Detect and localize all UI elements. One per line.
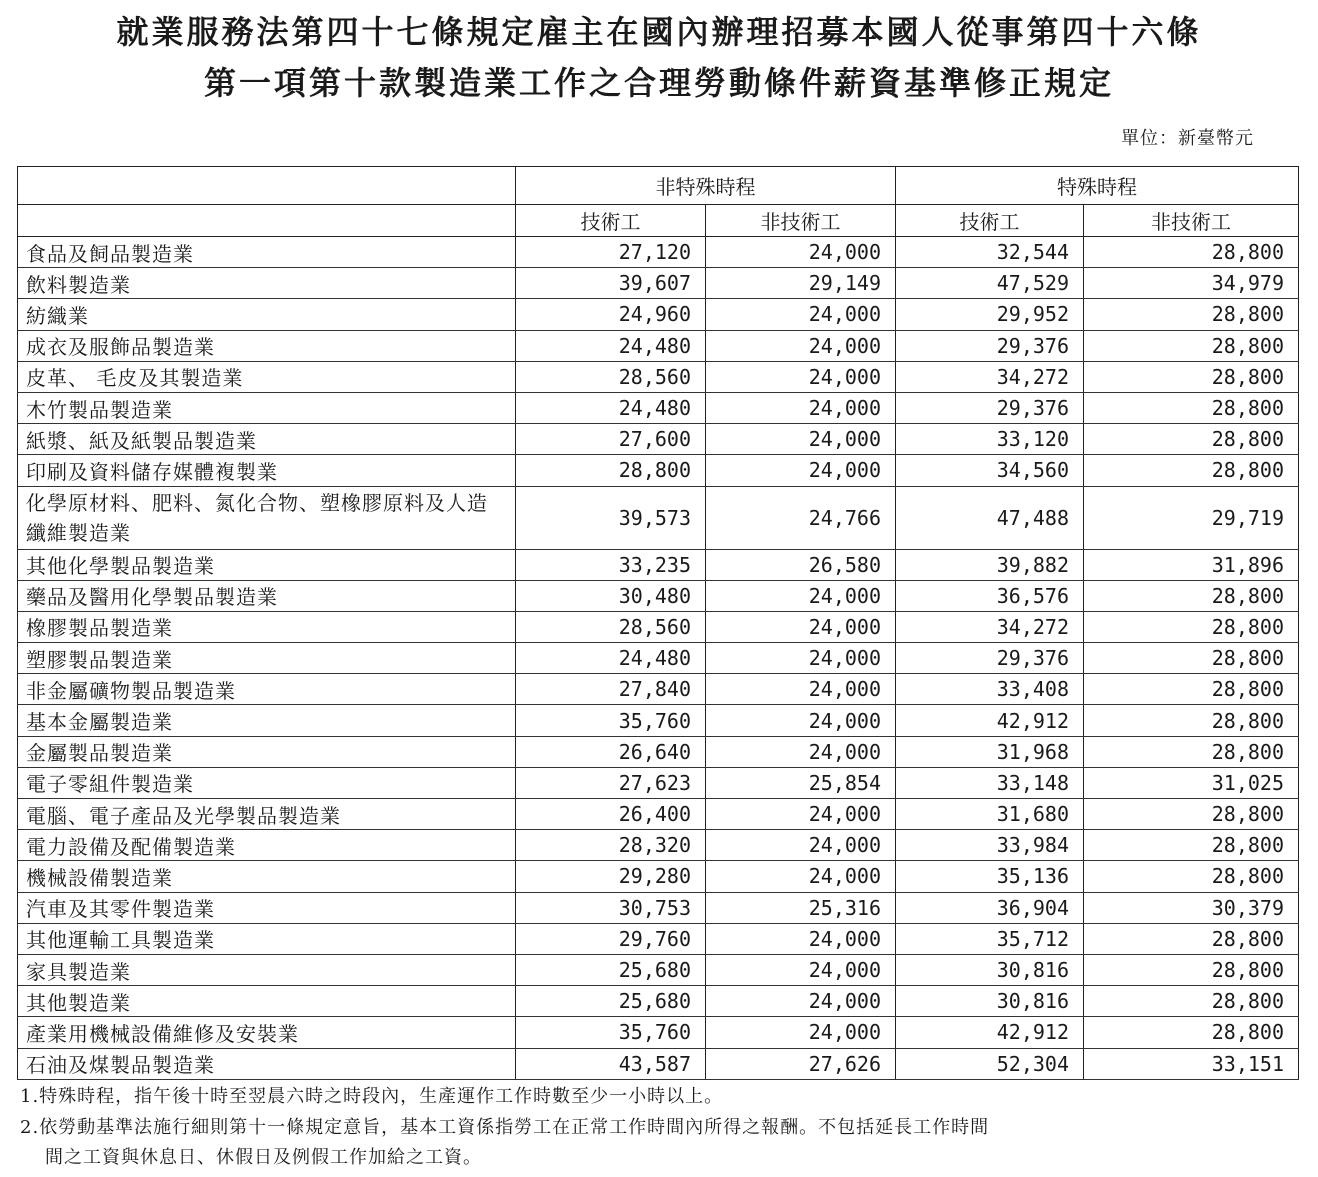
industry-cell: 成衣及服飾品製造業 [18, 330, 516, 361]
wage-value-cell: 28,800 [1084, 954, 1299, 985]
table-row [18, 299, 1299, 330]
wage-value-cell: 28,800 [1084, 830, 1299, 861]
wage-value-cell: 27,840 [516, 674, 706, 705]
wage-value-cell: 24,480 [516, 392, 706, 423]
table-row [18, 237, 1299, 268]
wage-value-cell: 24,000 [706, 674, 896, 705]
wage-value-cell: 29,376 [896, 643, 1084, 674]
wage-value-cell: 26,640 [516, 736, 706, 767]
industry-cell: 家具製造業 [18, 954, 516, 985]
wage-value-cell: 47,529 [896, 268, 1084, 299]
wage-value-cell: 35,136 [896, 861, 1084, 892]
wage-value-cell: 34,272 [896, 611, 1084, 642]
wage-value-cell: 33,148 [896, 767, 1084, 798]
wage-value-cell: 33,151 [1084, 1048, 1299, 1079]
wage-value-cell: 33,120 [896, 424, 1084, 455]
wage-value-cell: 29,149 [706, 268, 896, 299]
footnote-1: 1.特殊時程，指午後十時至翌晨六時之時段內，生產運作工作時數至少一小時以上。 [20, 1086, 724, 1107]
wage-value-cell: 34,272 [896, 361, 1084, 392]
table-row [18, 830, 1299, 861]
industry-cell: 橡膠製品製造業 [18, 611, 516, 642]
wage-value-cell: 52,304 [896, 1048, 1084, 1079]
wage-value-cell: 39,573 [516, 486, 706, 549]
wage-value-cell: 33,235 [516, 549, 706, 580]
industry-cell: 紙漿、紙及紙製品製造業 [18, 424, 516, 455]
wage-value-cell: 25,854 [706, 767, 896, 798]
wage-value-cell: 29,280 [516, 861, 706, 892]
footnote-2-line-1: 2.依勞動基準法施行細則第十一條規定意旨，基本工資係指勞工在正常工作時間內所得之報酬。不包括延長工作時間 [20, 1117, 990, 1138]
wage-value-cell: 36,904 [896, 892, 1084, 923]
industry-cell: 其他化學製品製造業 [18, 549, 516, 580]
wage-value-cell: 25,680 [516, 986, 706, 1017]
wage-value-cell: 36,576 [896, 580, 1084, 611]
wage-value-cell: 43,587 [516, 1048, 706, 1079]
table-row [18, 861, 1299, 892]
table-row [18, 424, 1299, 455]
wage-value-cell: 30,753 [516, 892, 706, 923]
wage-value-cell: 28,800 [1084, 643, 1299, 674]
industry-cell: 石油及煤製品製造業 [18, 1048, 516, 1079]
subheader-skilled-non-special: 技術工 [516, 205, 706, 237]
wage-value-cell: 24,000 [706, 392, 896, 423]
industry-cell: 汽車及其零件製造業 [18, 892, 516, 923]
wage-value-cell: 31,896 [1084, 549, 1299, 580]
table-header-row-sub [18, 205, 1299, 237]
wage-value-cell: 29,952 [896, 299, 1084, 330]
wage-value-cell: 28,320 [516, 830, 706, 861]
header-corner-cell [18, 167, 516, 205]
subheader-skilled-special: 技術工 [896, 205, 1084, 237]
industry-cell: 飲料製造業 [18, 268, 516, 299]
wage-value-cell: 24,000 [706, 424, 896, 455]
wage-value-cell: 30,379 [1084, 892, 1299, 923]
wage-value-cell: 24,000 [706, 580, 896, 611]
table-row [18, 643, 1299, 674]
wage-value-cell: 31,680 [896, 799, 1084, 830]
wage-table [17, 166, 1299, 1080]
wage-value-cell: 24,000 [706, 923, 896, 954]
table-row [18, 705, 1299, 736]
table-row [18, 892, 1299, 923]
wage-value-cell: 29,760 [516, 923, 706, 954]
industry-cell: 木竹製品製造業 [18, 392, 516, 423]
header-corner-cell-2 [18, 205, 516, 237]
wage-value-cell: 25,316 [706, 892, 896, 923]
wage-value-cell: 24,960 [516, 299, 706, 330]
wage-value-cell: 24,480 [516, 330, 706, 361]
wage-value-cell: 28,800 [1084, 861, 1299, 892]
wage-value-cell: 28,800 [1084, 986, 1299, 1017]
table-row [18, 455, 1299, 486]
wage-value-cell: 29,719 [1084, 486, 1299, 549]
table-row [18, 549, 1299, 580]
subheader-unskilled-non-special: 非技術工 [706, 205, 896, 237]
industry-cell: 機械設備製造業 [18, 861, 516, 892]
wage-value-cell: 28,800 [1084, 611, 1299, 642]
wage-value-cell: 24,000 [706, 736, 896, 767]
wage-value-cell: 28,800 [1084, 455, 1299, 486]
table-row [18, 361, 1299, 392]
wage-value-cell: 28,800 [1084, 674, 1299, 705]
industry-cell: 皮革、 毛皮及其製造業 [18, 361, 516, 392]
wage-value-cell: 25,680 [516, 954, 706, 985]
industry-cell: 化學原材料、肥料、氮化合物、塑橡膠原料及人造纖維製造業 [18, 486, 516, 549]
wage-value-cell: 26,580 [706, 549, 896, 580]
wage-value-cell: 28,800 [1084, 330, 1299, 361]
industry-cell: 紡織業 [18, 299, 516, 330]
table-row [18, 486, 1299, 549]
wage-value-cell: 34,560 [896, 455, 1084, 486]
wage-value-cell: 42,912 [896, 1017, 1084, 1048]
wage-value-cell: 28,800 [1084, 392, 1299, 423]
wage-value-cell: 24,000 [706, 361, 896, 392]
wage-value-cell: 27,623 [516, 767, 706, 798]
table-row [18, 268, 1299, 299]
wage-value-cell: 24,000 [706, 799, 896, 830]
wage-value-cell: 34,979 [1084, 268, 1299, 299]
wage-value-cell: 29,376 [896, 330, 1084, 361]
wage-value-cell: 26,400 [516, 799, 706, 830]
wage-value-cell: 27,120 [516, 237, 706, 268]
wage-value-cell: 30,480 [516, 580, 706, 611]
industry-cell: 塑膠製品製造業 [18, 643, 516, 674]
subheader-unskilled-special: 非技術工 [1084, 205, 1299, 237]
table-row [18, 923, 1299, 954]
wage-value-cell: 28,800 [1084, 736, 1299, 767]
wage-value-cell: 28,800 [1084, 424, 1299, 455]
wage-value-cell: 28,560 [516, 611, 706, 642]
wage-value-cell: 28,800 [1084, 237, 1299, 268]
wage-value-cell: 28,800 [516, 455, 706, 486]
table-row [18, 674, 1299, 705]
document-title-line-1: 就業服務法第四十七條規定雇主在國內辦理招募本國人從事第四十六條 [116, 13, 1202, 51]
wage-value-cell: 35,760 [516, 1017, 706, 1048]
table-body [18, 237, 1299, 1080]
table-row [18, 799, 1299, 830]
wage-value-cell: 28,800 [1084, 923, 1299, 954]
wage-value-cell: 42,912 [896, 705, 1084, 736]
unit-label: 單位：新臺幣元 [1121, 128, 1254, 149]
table-row [18, 986, 1299, 1017]
wage-value-cell: 24,000 [706, 954, 896, 985]
wage-value-cell: 35,760 [516, 705, 706, 736]
wage-value-cell: 24,000 [706, 830, 896, 861]
industry-cell: 基本金屬製造業 [18, 705, 516, 736]
wage-value-cell: 33,984 [896, 830, 1084, 861]
wage-value-cell: 47,488 [896, 486, 1084, 549]
wage-value-cell: 28,800 [1084, 799, 1299, 830]
industry-cell: 產業用機械設備維修及安裝業 [18, 1017, 516, 1048]
wage-value-cell: 39,607 [516, 268, 706, 299]
industry-cell: 電腦、電子產品及光學製品製造業 [18, 799, 516, 830]
header-group-special: 特殊時程 [896, 167, 1299, 205]
table-row [18, 954, 1299, 985]
wage-value-cell: 24,766 [706, 486, 896, 549]
wage-value-cell: 24,000 [706, 986, 896, 1017]
wage-value-cell: 24,000 [706, 1017, 896, 1048]
wage-value-cell: 28,800 [1084, 299, 1299, 330]
industry-cell: 食品及飼品製造業 [18, 237, 516, 268]
wage-value-cell: 24,000 [706, 705, 896, 736]
industry-cell: 電子零組件製造業 [18, 767, 516, 798]
wage-value-cell: 28,800 [1084, 580, 1299, 611]
wage-value-cell: 29,376 [896, 392, 1084, 423]
wage-value-cell: 27,626 [706, 1048, 896, 1079]
wage-value-cell: 28,800 [1084, 705, 1299, 736]
wage-value-cell: 30,816 [896, 954, 1084, 985]
wage-value-cell: 32,544 [896, 237, 1084, 268]
wage-value-cell: 39,882 [896, 549, 1084, 580]
industry-cell: 印刷及資料儲存媒體複製業 [18, 455, 516, 486]
table-row [18, 611, 1299, 642]
industry-cell: 電力設備及配備製造業 [18, 830, 516, 861]
industry-cell: 非金屬礦物製品製造業 [18, 674, 516, 705]
table-row [18, 330, 1299, 361]
table-row [18, 580, 1299, 611]
wage-value-cell: 31,968 [896, 736, 1084, 767]
wage-value-cell: 31,025 [1084, 767, 1299, 798]
table-row [18, 392, 1299, 423]
table-row [18, 767, 1299, 798]
footnote-2 [20, 1113, 1250, 1173]
wage-value-cell: 27,600 [516, 424, 706, 455]
table-row [18, 1017, 1299, 1048]
wage-value-cell: 35,712 [896, 923, 1084, 954]
footnote-2-line-2: 間之工資與休息日、休假日及例假工作加給之工資。 [45, 1147, 482, 1168]
table-row [18, 736, 1299, 767]
industry-cell: 其他運輸工具製造業 [18, 923, 516, 954]
wage-value-cell: 24,000 [706, 299, 896, 330]
industry-cell: 藥品及醫用化學製品製造業 [18, 580, 516, 611]
industry-cell: 其他製造業 [18, 986, 516, 1017]
wage-value-cell: 24,000 [706, 455, 896, 486]
wage-value-cell: 30,816 [896, 986, 1084, 1017]
wage-value-cell: 33,408 [896, 674, 1084, 705]
wage-value-cell: 24,480 [516, 643, 706, 674]
wage-value-cell: 24,000 [706, 643, 896, 674]
wage-value-cell: 28,800 [1084, 361, 1299, 392]
header-group-non-special: 非特殊時程 [516, 167, 896, 205]
wage-value-cell: 24,000 [706, 237, 896, 268]
document-title-line-2: 第一項第十款製造業工作之合理勞動條件薪資基準修正規定 [203, 64, 1114, 102]
table-row [18, 1048, 1299, 1079]
table-header-row-groups [18, 167, 1299, 205]
wage-value-cell: 28,560 [516, 361, 706, 392]
wage-value-cell: 28,800 [1084, 1017, 1299, 1048]
industry-cell: 金屬製品製造業 [18, 736, 516, 767]
wage-value-cell: 24,000 [706, 861, 896, 892]
wage-value-cell: 24,000 [706, 611, 896, 642]
wage-value-cell: 24,000 [706, 330, 896, 361]
